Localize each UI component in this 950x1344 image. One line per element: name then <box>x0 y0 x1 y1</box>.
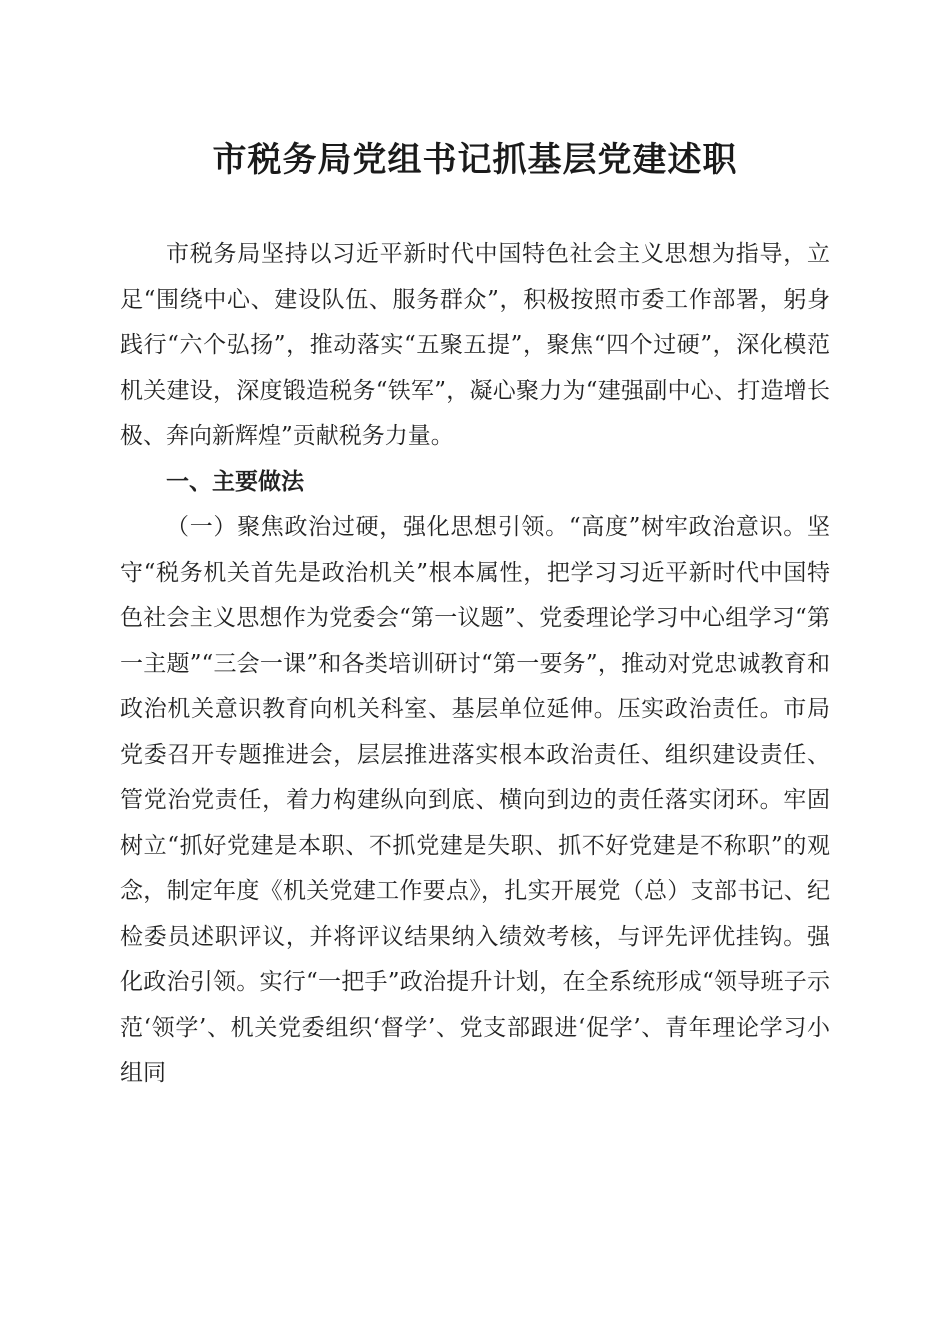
document-title: 市税务局党组书记抓基层党建述职 <box>212 140 738 180</box>
section-heading: 一、主要做法 <box>166 468 304 495</box>
body-paragraph: （一）聚焦政治过硬，强化思想引领。“高度”树牢政治意识。坚守“税务机关首先是政治机关”根本属性，把学习习近平新时代中国特色社会主义思想作为党委会“第一议题”、党委理论学习中心组学习“第一主题”“三会一课”和各类培训研讨“第一要务”，推动对党忠诚教育和政治机关意识教育向机关科室、基层单位延伸。压实政治责任。市局党委召开专题推进会，层层推进落实根本政治责任、组织建设责任、管党治党责任，着力构建纵向到底、横向到边的责任落实闭环。牢固树立“抓好党建是本职、不抓党建是失职、抓不好党建是不称职”的观念，制定年度《机关党建工作要点》，扎实开展党（总）支部书记、纪检委员述职评议，并将评议结果纳入绩效考核，与评先评优挂钩。强化政治引领。实行“一把手”政治提升计划，在全系统形成“领导班子示范‘领学’、机关党委组织‘督学’、党支部跟进‘促学’、青年理论学习小组同 <box>120 514 830 1086</box>
intro-paragraph: 市税务局坚持以习近平新时代中国特色社会主义思想为指导，立足“围绕中心、建设队伍、服务群众”，积极按照市委工作部署，躬身践行“六个弘扬”，推动落实“五聚五提”，聚焦“四个过硬”，深化模范机关建设，深度锻造税务“铁军”，凝心聚力为“建强副中心、打造增长极、奔向新辉煌”贡献税务力量。 <box>120 241 830 449</box>
document-body <box>120 232 830 1097</box>
